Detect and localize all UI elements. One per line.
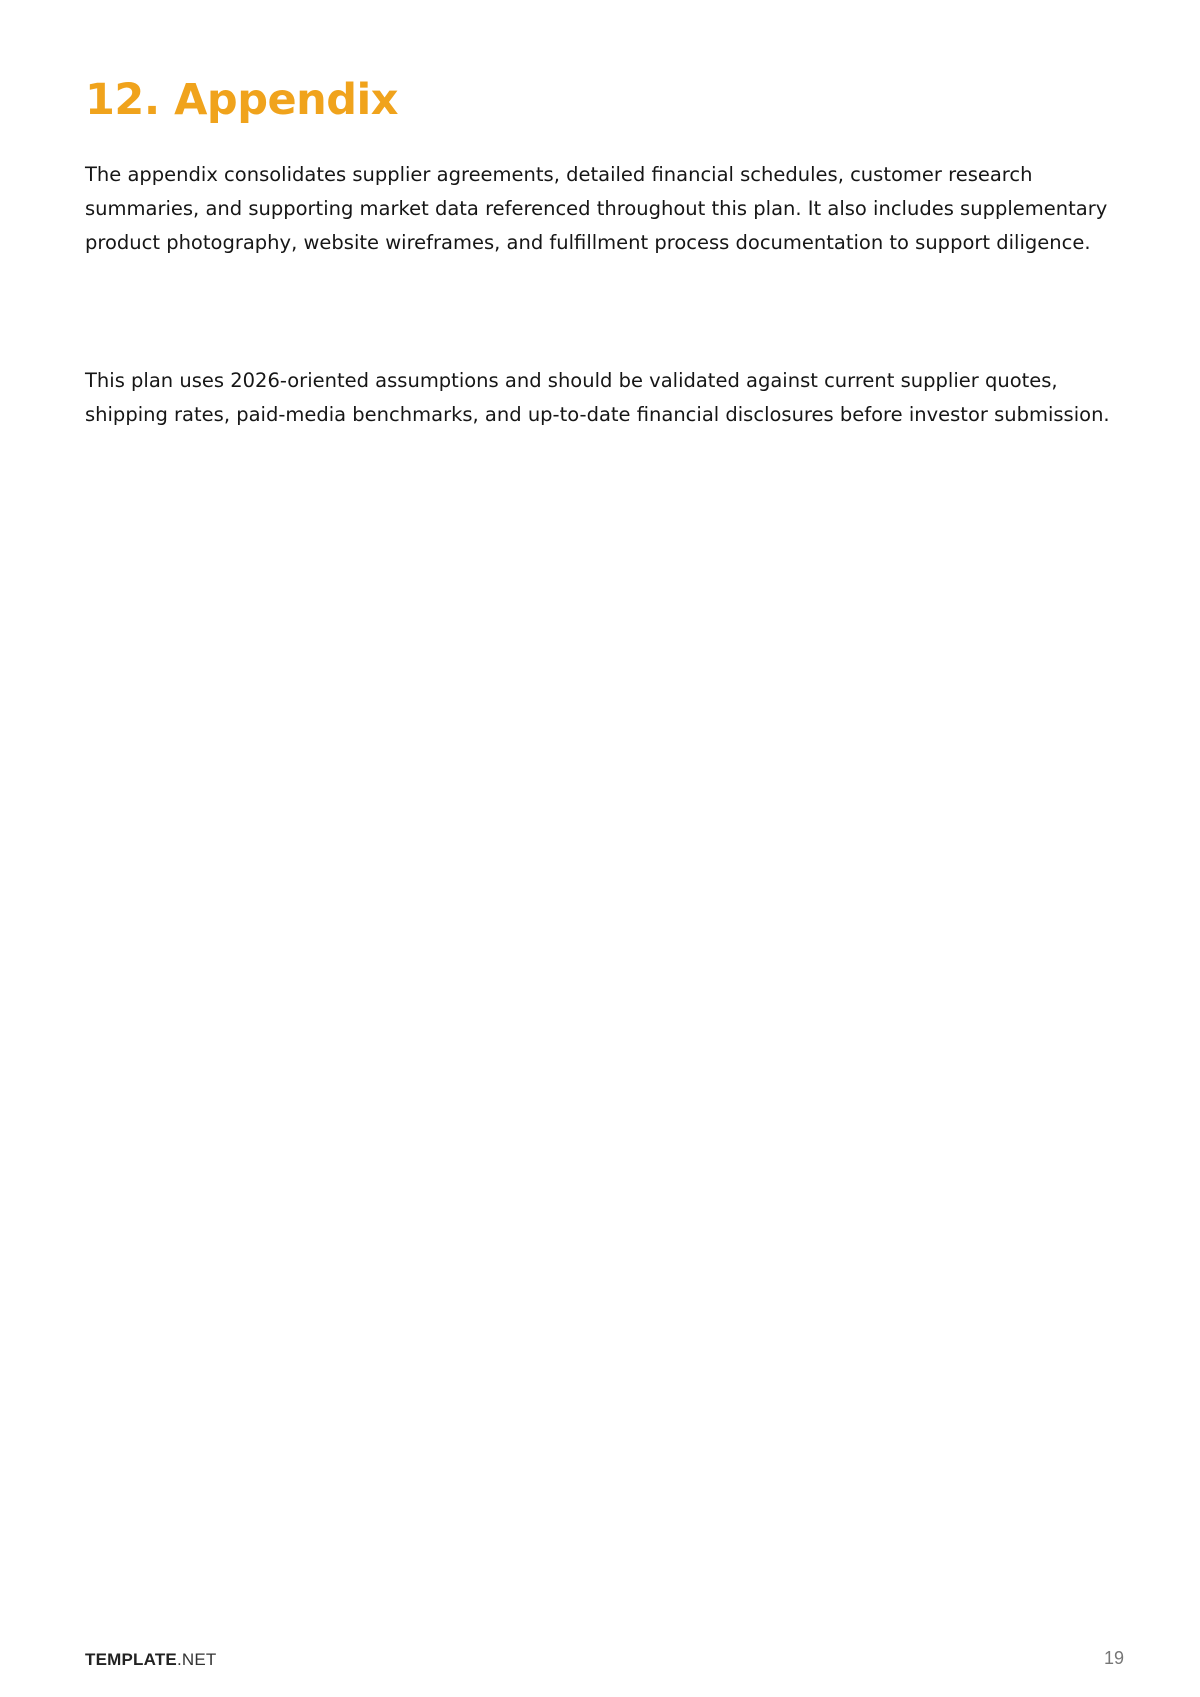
- section-heading: 12. Appendix: [85, 75, 399, 125]
- brand-name-bold: TEMPLATE: [85, 1650, 177, 1669]
- assumptions-disclaimer-paragraph: This plan uses 2026-oriented assumptions and should be validated against current supplier quotes, shipping rates, paid-media benchmarks, and up-to-date financial disclosures before investor submission.: [85, 369, 1110, 426]
- brand-name-suffix: .NET: [176, 1650, 217, 1669]
- footer-brand-logo: [85, 1650, 216, 1670]
- page-number: 19: [1103, 1648, 1124, 1668]
- appendix-overview-paragraph: The appendix consolidates supplier agreements, detailed financial schedules, customer research summaries, and supporting market data referenced throughout this plan. It also includes supplementary product photography, website wireframes, and fulfillment process documentation to support diligence.: [85, 163, 1108, 254]
